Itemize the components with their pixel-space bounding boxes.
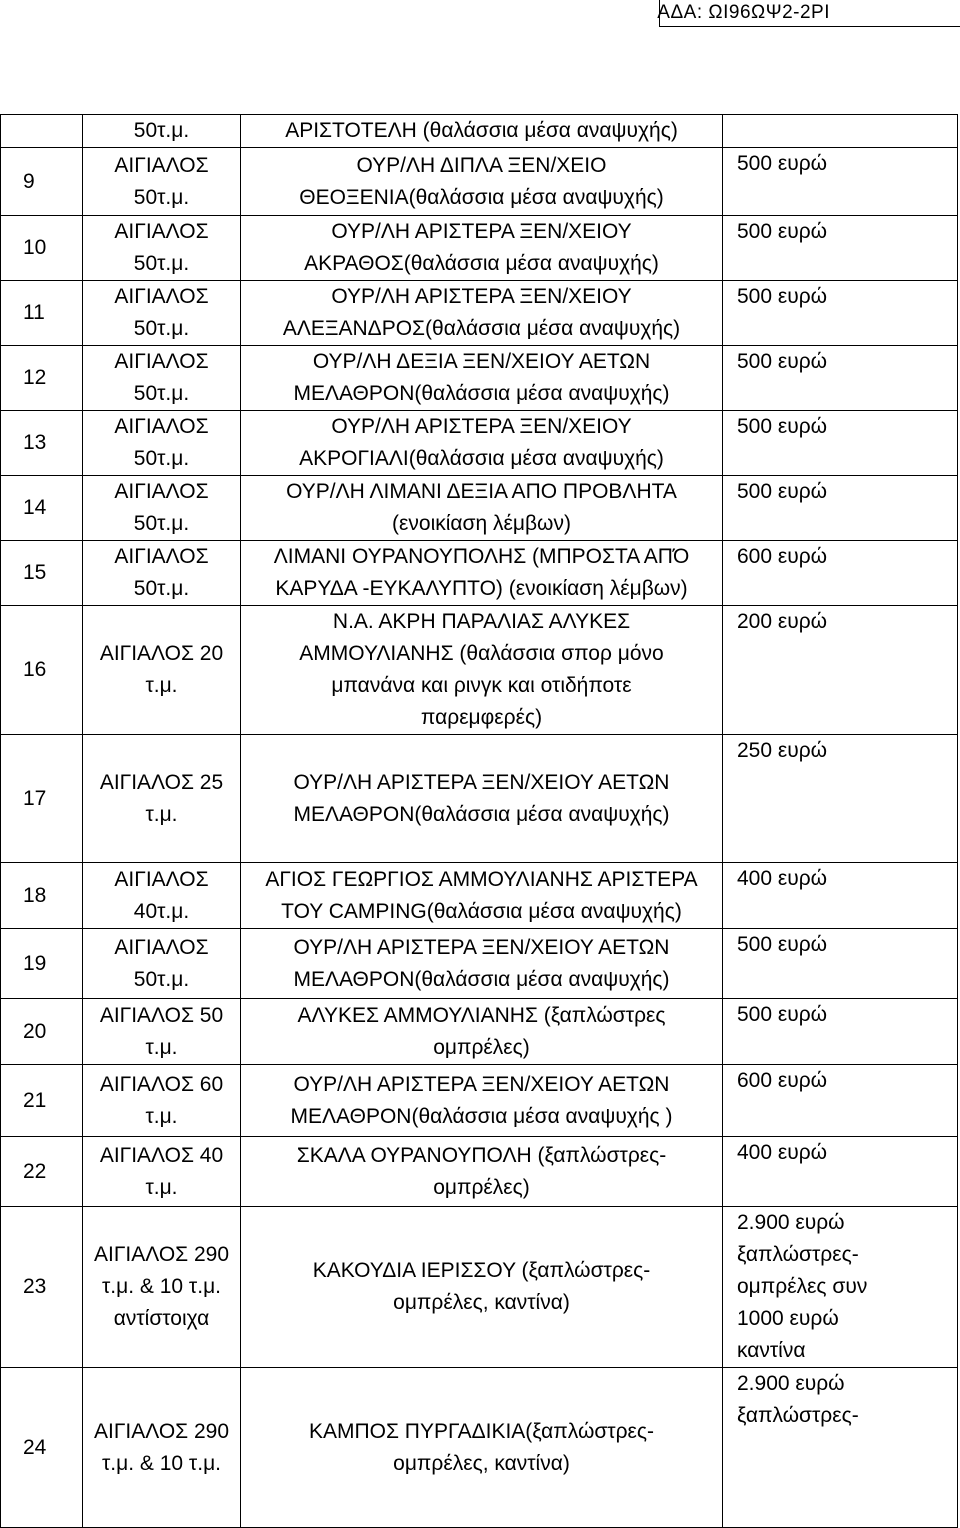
table-row	[1, 346, 958, 411]
location-cell-line: ΑΡΙΣΤΟΤΕΛΗ (θαλάσσια μέσα αναψυχής)	[285, 119, 678, 142]
price-cell-line: ομπρέλες συν	[737, 1275, 868, 1298]
location-cell	[241, 929, 723, 999]
row-number: 16	[1, 606, 83, 735]
location-cell-line: ΟΥΡ/ΛΗ ΔΙΠΛΑ ΞΕΝ/ΧΕΙΟ	[356, 153, 607, 177]
row-number: 12	[1, 346, 83, 411]
location-cell-line: ΤΟΥ CAMPING(θαλάσσια μέσα αναψυχής)	[281, 899, 682, 923]
area-cell-line: ΑΙΓΙΑΛΟΣ	[114, 220, 209, 243]
area-cell-line: ΑΙΓΙΑΛΟΣ	[114, 935, 209, 959]
row-number: 23	[1, 1207, 83, 1368]
price-cell-line: 400 ευρώ	[737, 867, 828, 890]
price-cell-line: 400 ευρώ	[737, 1141, 828, 1164]
area-cell	[83, 281, 241, 346]
location-cell-line: μπανάνα και ρινγκ και οτιδήποτε	[331, 674, 632, 697]
area-cell-line: 50τ.μ.	[133, 317, 190, 340]
area-cell-line: τ.μ.	[145, 1175, 178, 1199]
price-cell-line: 500 ευρώ	[737, 220, 828, 243]
area-cell	[83, 148, 241, 216]
price-cell-line: 500 ευρώ	[737, 415, 828, 438]
price-cell-line: 500 ευρώ	[737, 933, 828, 956]
area-cell-line: ΑΙΓΙΑΛΟΣ 25	[99, 770, 224, 794]
location-cell-line: ομπρέλες, καντίνα)	[393, 1451, 570, 1475]
area-cell-line: 50τ.μ.	[133, 967, 190, 991]
price-cell	[723, 606, 958, 735]
area-cell	[83, 411, 241, 476]
row-number: 14	[1, 476, 83, 541]
location-cell-line: ΟΥΡ/ΛΗ ΑΡΙΣΤΕΡΑ ΞΕΝ/ΧΕΙΟΥ	[331, 285, 632, 308]
location-cell	[241, 1207, 723, 1368]
area-cell-line: τ.μ. & 10 τ.μ.	[102, 1451, 221, 1475]
location-cell-line: ομπρέλες, καντίνα)	[393, 1291, 570, 1314]
location-cell-line: ΑΓΙΟΣ ΓΕΩΡΓΙΟΣ ΑΜΜΟΥΛΙΑΝΗΣ ΑΡΙΣΤΕΡΑ	[265, 867, 698, 891]
price-cell-line: 2.900 ευρώ	[737, 1372, 845, 1395]
price-cell-line: 250 ευρώ	[737, 739, 828, 762]
price-cell	[723, 999, 958, 1065]
area-cell	[83, 735, 241, 863]
table-row	[1, 476, 958, 541]
area-cell-line: τ.μ.	[145, 802, 178, 826]
concessions-table-body	[1, 115, 958, 1528]
area-cell	[83, 476, 241, 541]
area-cell-line: ΑΙΓΙΑΛΟΣ	[114, 415, 209, 438]
area-cell	[83, 115, 241, 148]
area-cell	[83, 1065, 241, 1137]
location-cell	[241, 148, 723, 216]
price-cell-line: 500 ευρώ	[737, 285, 828, 308]
table-row	[1, 1137, 958, 1207]
location-cell-line: ΚΑΡΥΔΑ -ΕΥΚΑΛΥΠΤΟ) (ενοικίαση λέμβων)	[275, 577, 688, 600]
price-cell	[723, 1137, 958, 1207]
location-cell-line: ΟΥΡ/ΛΗ ΑΡΙΣΤΕΡΑ ΞΕΝ/ΧΕΙΟΥ ΑΕΤΩΝ	[293, 1072, 670, 1096]
location-cell-line: (ενοικίαση λέμβων)	[392, 512, 571, 535]
row-number: 24	[1, 1368, 83, 1528]
ada-header-box	[659, 0, 960, 27]
location-cell	[241, 606, 723, 735]
location-cell-line: ΟΥΡ/ΛΗ ΑΡΙΣΤΕΡΑ ΞΕΝ/ΧΕΙΟΥ ΑΕΤΩΝ	[293, 770, 670, 794]
table-row	[1, 999, 958, 1065]
table-row	[1, 929, 958, 999]
area-cell-line: 50τ.μ.	[133, 252, 190, 275]
row-number: 11	[1, 281, 83, 346]
area-cell-line: αντίστοιχα	[113, 1307, 210, 1330]
location-cell-line: ΣΚΑΛΑ ΟΥΡΑΝΟΥΠΟΛΗ (ξαπλώστρες-	[296, 1143, 667, 1167]
price-cell-line: 2.900 ευρώ	[737, 1211, 845, 1234]
area-cell	[83, 999, 241, 1065]
price-cell-line: 500 ευρώ	[737, 152, 828, 175]
location-cell-line: ΛΙΜΑΝΙ ΟΥΡΑΝΟΥΠΟΛΗΣ (ΜΠΡΟΣΤΑ ΑΠΌ	[273, 545, 690, 568]
area-cell-line: 50τ.μ.	[133, 512, 190, 535]
location-cell-line: Ν.Α. ΑΚΡΗ ΠΑΡΑΛΙΑΣ ΑΛΥΚΕΣ	[332, 610, 631, 633]
area-cell-line: τ.μ.	[145, 1035, 178, 1059]
area-cell-line: ΑΙΓΙΑΛΟΣ	[114, 867, 209, 891]
location-cell	[241, 999, 723, 1065]
price-cell-line: 200 ευρώ	[737, 610, 828, 633]
location-cell-line: ΟΥΡ/ΛΗ ΑΡΙΣΤΕΡΑ ΞΕΝ/ΧΕΙΟΥ	[331, 220, 632, 243]
area-cell	[83, 1207, 241, 1368]
table-row	[1, 863, 958, 929]
price-cell-line: 600 ευρώ	[737, 1069, 828, 1092]
location-cell-line: ΑΚΡΟΓΙΑΛΙ(θαλάσσια μέσα αναψυχής)	[299, 447, 664, 470]
price-cell-line: 1000 ευρώ	[737, 1307, 839, 1330]
area-cell-line: 50τ.μ.	[133, 382, 190, 405]
table-row	[1, 281, 958, 346]
area-cell-line: ΑΙΓΙΑΛΟΣ 40	[99, 1143, 224, 1167]
area-cell	[83, 216, 241, 281]
location-cell	[241, 863, 723, 929]
location-cell-line: ΜΕΛΑΘΡΟΝ(θαλάσσια μέσα αναψυχής)	[293, 967, 670, 991]
area-cell	[83, 1137, 241, 1207]
location-cell-line: ΚΑΚΟΥΔΙΑ ΙΕΡΙΣΣΟΥ (ξαπλώστρες-	[312, 1259, 651, 1282]
concessions-table	[0, 114, 958, 1528]
location-cell-line: ΟΥΡ/ΛΗ ΛΙΜΑΝΙ ΔΕΞΙΑ ΑΠΟ ΠΡΟΒΛΗΤΑ	[286, 480, 677, 503]
price-cell	[723, 216, 958, 281]
price-cell	[723, 735, 958, 863]
location-cell	[241, 1137, 723, 1207]
area-cell-line: τ.μ.	[145, 674, 178, 697]
area-cell-line: 50τ.μ.	[133, 185, 190, 209]
area-cell-line: ΑΙΓΙΑΛΟΣ 20	[99, 642, 224, 665]
location-cell	[241, 541, 723, 606]
location-cell	[241, 1368, 723, 1528]
row-number: 21	[1, 1065, 83, 1137]
area-cell-line: ΑΙΓΙΑΛΟΣ 50	[99, 1003, 224, 1027]
row-number: 19	[1, 929, 83, 999]
location-cell	[241, 735, 723, 863]
location-cell-line: ΜΕΛΑΘΡΟΝ(θαλάσσια μέσα αναψυχής)	[293, 802, 670, 826]
location-cell	[241, 115, 723, 148]
area-cell-line: τ.μ. & 10 τ.μ.	[102, 1275, 221, 1298]
price-cell-line: καντίνα	[737, 1339, 806, 1362]
price-cell-line: 500 ευρώ	[737, 350, 828, 373]
area-cell-line: ΑΙΓΙΑΛΟΣ	[114, 285, 209, 308]
price-cell	[723, 346, 958, 411]
location-cell-line: ΑΛΕΞΑΝΔΡΟΣ(θαλάσσια μέσα αναψυχής)	[282, 317, 681, 340]
area-cell-line: ΑΙΓΙΑΛΟΣ	[114, 480, 209, 503]
row-number: 18	[1, 863, 83, 929]
price-cell-line: ξαπλώστρες-	[737, 1404, 859, 1427]
ada-code: ΑΔΑ: ΩΙ96ΩΨ2-2ΡΙ	[657, 2, 830, 23]
table-row	[1, 148, 958, 216]
row-number: 10	[1, 216, 83, 281]
row-number: 17	[1, 735, 83, 863]
table-row	[1, 606, 958, 735]
area-cell-line: 50τ.μ.	[133, 447, 190, 470]
price-cell	[723, 863, 958, 929]
location-cell-line: ομπρέλες)	[433, 1035, 530, 1059]
location-cell-line: ΑΚΡΑΘΟΣ(θαλάσσια μέσα αναψυχής)	[304, 252, 659, 275]
row-number	[1, 115, 83, 148]
table-row	[1, 541, 958, 606]
price-cell	[723, 281, 958, 346]
table-row	[1, 216, 958, 281]
table-row	[1, 1065, 958, 1137]
location-cell	[241, 1065, 723, 1137]
price-cell	[723, 476, 958, 541]
row-number: 13	[1, 411, 83, 476]
price-cell-line: 500 ευρώ	[737, 480, 828, 503]
table-row	[1, 735, 958, 863]
area-cell	[83, 606, 241, 735]
location-cell-line: ΟΥΡ/ΛΗ ΑΡΙΣΤΕΡΑ ΞΕΝ/ΧΕΙΟΥ	[331, 415, 632, 438]
location-cell	[241, 281, 723, 346]
area-cell	[83, 541, 241, 606]
price-cell	[723, 115, 958, 148]
price-cell-line: 600 ευρώ	[737, 545, 828, 568]
area-cell-line: ΑΙΓΙΑΛΟΣ	[114, 153, 209, 177]
location-cell	[241, 411, 723, 476]
location-cell-line: ΑΛΥΚΕΣ ΑΜΜΟΥΛΙΑΝΗΣ (ξαπλώστρες	[297, 1003, 666, 1027]
row-number: 20	[1, 999, 83, 1065]
location-cell-line: ΟΥΡ/ΛΗ ΑΡΙΣΤΕΡΑ ΞΕΝ/ΧΕΙΟΥ ΑΕΤΩΝ	[293, 935, 670, 959]
row-number: 9	[1, 148, 83, 216]
area-cell-line: ΑΙΓΙΑΛΟΣ	[114, 545, 209, 568]
table-row	[1, 115, 958, 148]
area-cell-line: 50τ.μ.	[133, 119, 190, 142]
price-cell	[723, 541, 958, 606]
price-cell-line: ξαπλώστρες-	[737, 1243, 859, 1266]
row-number: 22	[1, 1137, 83, 1207]
location-cell-line: ΟΥΡ/ΛΗ ΔΕΞΙΑ ΞΕΝ/ΧΕΙΟΥ ΑΕΤΩΝ	[312, 350, 651, 373]
price-cell	[723, 1368, 958, 1528]
row-number: 15	[1, 541, 83, 606]
location-cell-line: ομπρέλες)	[433, 1175, 530, 1199]
area-cell	[83, 929, 241, 999]
price-cell	[723, 1207, 958, 1368]
area-cell-line: 50τ.μ.	[133, 577, 190, 600]
area-cell	[83, 346, 241, 411]
location-cell-line: ΘΕΟΞΕΝΙΑ(θαλάσσια μέσα αναψυχής)	[299, 185, 664, 209]
location-cell	[241, 476, 723, 541]
price-cell	[723, 929, 958, 999]
location-cell	[241, 216, 723, 281]
area-cell-line: τ.μ.	[145, 1104, 178, 1128]
table-row	[1, 1368, 958, 1528]
location-cell-line: παρεμφερές)	[420, 706, 543, 729]
location-cell-line: ΜΕΛΑΘΡΟΝ(θαλάσσια μέσα αναψυχής )	[290, 1104, 673, 1128]
location-cell-line: ΜΕΛΑΘΡΟΝ(θαλάσσια μέσα αναψυχής)	[293, 382, 670, 405]
area-cell-line: ΑΙΓΙΑΛΟΣ 290	[93, 1419, 230, 1443]
price-cell	[723, 1065, 958, 1137]
area-cell	[83, 863, 241, 929]
area-cell-line: 40τ.μ.	[133, 899, 190, 923]
area-cell-line: ΑΙΓΙΑΛΟΣ 290	[93, 1243, 230, 1266]
area-cell-line: ΑΙΓΙΑΛΟΣ 60	[99, 1072, 224, 1096]
location-cell	[241, 346, 723, 411]
price-cell	[723, 148, 958, 216]
price-cell-line: 500 ευρώ	[737, 1003, 828, 1026]
table-row	[1, 411, 958, 476]
area-cell	[83, 1368, 241, 1528]
area-cell-line: ΑΙΓΙΑΛΟΣ	[114, 350, 209, 373]
location-cell-line: ΚΑΜΠΟΣ ΠΥΡΓΑΔΙΚΙΑ(ξαπλώστρες-	[308, 1419, 655, 1443]
price-cell	[723, 411, 958, 476]
table-row	[1, 1207, 958, 1368]
location-cell-line: ΑΜΜΟΥΛΙΑΝΗΣ (θαλάσσια σπορ μόνο	[299, 642, 664, 665]
